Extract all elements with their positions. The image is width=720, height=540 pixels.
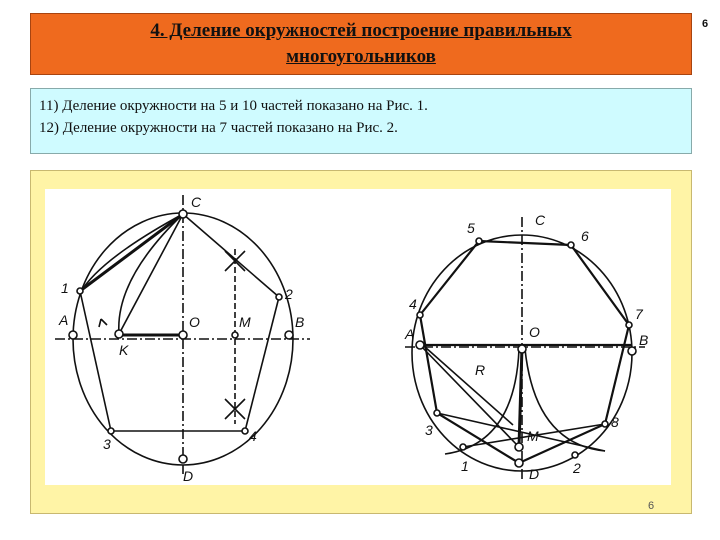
fig2-point-1 [460,444,466,450]
fig2-point-8 [602,421,608,427]
fig2-point-m [515,443,523,451]
fig1-label-b: B [295,314,305,330]
fig1-label-k: K [119,342,129,358]
fig2-label-o: O [529,324,540,340]
fig2-label-m: M [527,428,539,444]
text-box [30,88,692,154]
fig1-label-m: M [239,314,251,330]
fig1-point-a [69,331,77,339]
fig1-side-3-1 [80,291,111,431]
fig2-label-6: 6 [581,228,589,244]
fig1-label-1: 1 [61,280,69,296]
fig2-label-4: 4 [409,296,417,312]
fig1-point-m [232,332,238,338]
fig2-point-b [628,347,636,355]
slide-title-line-2: многоугольников [286,46,436,67]
fig2-label-2: 2 [573,460,581,476]
fig2-point-6 [568,242,574,248]
fig1-label-2: 2 [285,286,293,302]
fig1-point-4 [242,428,248,434]
slide-title-box [30,13,692,75]
fig1-label-a: A [59,312,69,328]
fig2-point-7 [626,322,632,328]
fig2-label-7: 7 [635,306,643,322]
fig1-label-o: O [189,314,200,330]
fig2-label-b: B [639,332,649,348]
fig1-label-d: D [183,468,194,484]
fig1-point-c [179,210,187,218]
fig1-point-o [179,331,187,339]
fig1-point-b [285,331,293,339]
fig1-label-3: 3 [103,436,111,452]
text-line-1: 11) Деление окружности на 5 и 10 частей показано на Рис. 1. [39,98,428,114]
fig2-label-d: D [529,466,540,482]
fig2-point-d [515,459,523,467]
fig2-point-2 [572,452,578,458]
figure-canvas [45,189,671,485]
fig2-label-8: 8 [611,414,619,430]
fig1-point-k [115,330,123,338]
fig2-point-3 [434,410,440,416]
fig2-label-3: 3 [425,422,433,438]
geometry-figures [45,189,671,485]
fig1-label-4: 4 [249,428,257,444]
fig1-label-c: C [191,194,202,210]
fig2-label-5: 5 [467,220,475,236]
fig1-point-2 [276,294,282,300]
fig1-arc-k [80,214,183,334]
slide-title-line-1: 4. Деление окружностей построение правильных [150,20,572,41]
bottom-page-number: 6 [648,500,655,512]
fig2-point-a [416,341,424,349]
fig2-point-o [518,345,526,353]
fig2-label-c: C [535,212,546,228]
fig2-point-4 [417,312,423,318]
fig2-label-a: A [405,326,415,342]
fig1-arc-arrow [99,319,107,327]
fig2-point-5 [476,238,482,244]
figure-panel [30,170,692,514]
page-number: 6 [702,18,709,30]
fig1-point-1 [77,288,83,294]
fig2-label-1: 1 [461,458,469,474]
fig1-point-3 [108,428,114,434]
fig2-label-r: R [475,362,486,378]
text-line-2: 12) Деление окружности на 7 частей показано на Рис. 2. [39,120,398,136]
fig1-point-d [179,455,187,463]
